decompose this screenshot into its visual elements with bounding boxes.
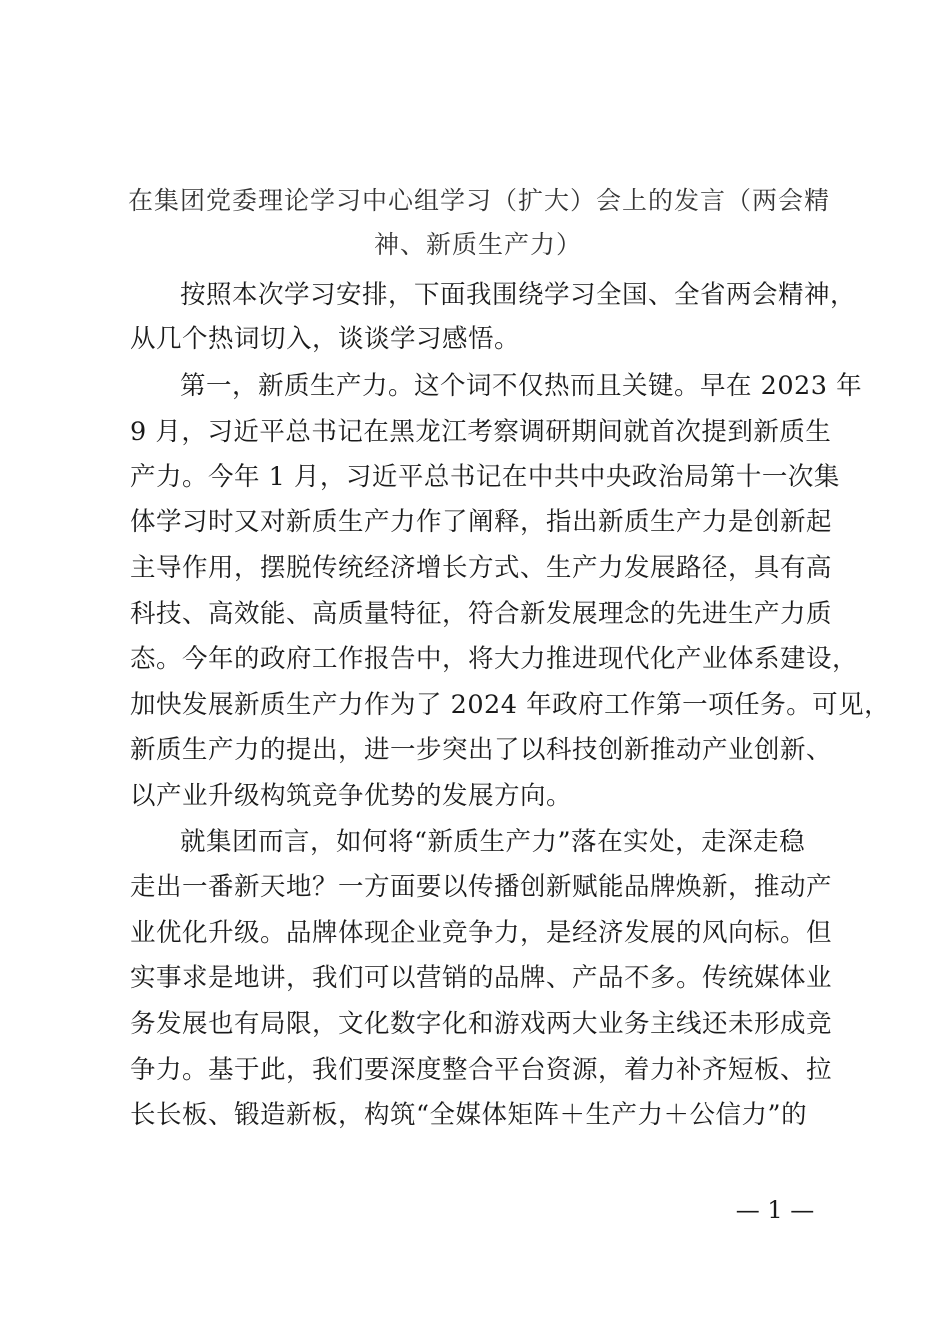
- paragraph-2-line-2: 9 月，习近平总书记在黑龙江考察调研期间就首次提到新质生: [130, 417, 832, 447]
- paragraph-3-line-1: 就集团而言，如何将“新质生产力”落在实处，走深走稳: [180, 827, 806, 857]
- document-title-line-1: 在集团党委理论学习中心组学习（扩大）会上的发言（两会精: [128, 186, 831, 215]
- paragraph-2-line-10: 以产业升级构筑竞争优势的发展方向。: [130, 781, 573, 811]
- document-title-line-2: 神、新质生产力）: [373, 230, 582, 259]
- paragraph-2-line-8: 加快发展新质生产力作为了 2024 年政府工作第一项任务。可见，: [130, 690, 891, 720]
- paragraph-2-line-7: 态。今年的政府工作报告中，将大力推进现代化产业体系建设，: [130, 644, 859, 674]
- paragraph-1-line-2: 从几个热词切入，谈谈学习感悟。: [130, 324, 521, 354]
- paragraph-3-line-7: 长长板、锻造新板，构筑“全媒体矩阵＋生产力＋公信力”的: [130, 1100, 808, 1130]
- paragraph-3-line-6: 争力。基于此，我们要深度整合平台资源，着力补齐短板、拉: [130, 1055, 833, 1085]
- paragraph-3-line-4: 实事求是地讲，我们可以营销的品牌、产品不多。传统媒体业: [130, 963, 833, 993]
- page-number: — 1 —: [735, 1196, 815, 1224]
- paragraph-2-line-1: 第一，新质生产力。这个词不仅热而且关键。早在 2023 年: [180, 371, 863, 401]
- paragraph-2-line-4: 体学习时又对新质生产力作了阐释，指出新质生产力是创新起: [130, 507, 833, 537]
- paragraph-2-line-9: 新质生产力的提出，进一步突出了以科技创新推动产业创新、: [130, 735, 833, 765]
- paragraph-1-line-1: 按照本次学习安排，下面我围绕学习全国、全省两会精神，: [180, 280, 857, 310]
- paragraph-3-line-5: 务发展也有局限，文化数字化和游戏两大业务主线还未形成竞: [130, 1009, 833, 1039]
- paragraph-2-line-6: 科技、高效能、高质量特征，符合新发展理念的先进生产力质: [130, 599, 833, 629]
- paragraph-3-line-3: 业优化升级。品牌体现企业竞争力，是经济发展的风向标。但: [130, 918, 833, 948]
- paragraph-3-line-2: 走出一番新天地？一方面要以传播创新赋能品牌焕新，推动产: [130, 872, 833, 902]
- paragraph-2-line-3: 产力。今年 1 月，习近平总书记在中共中央政治局第十一次集: [130, 462, 840, 492]
- paragraph-2-line-5: 主导作用，摆脱传统经济增长方式、生产力发展路径，具有高: [130, 553, 833, 583]
